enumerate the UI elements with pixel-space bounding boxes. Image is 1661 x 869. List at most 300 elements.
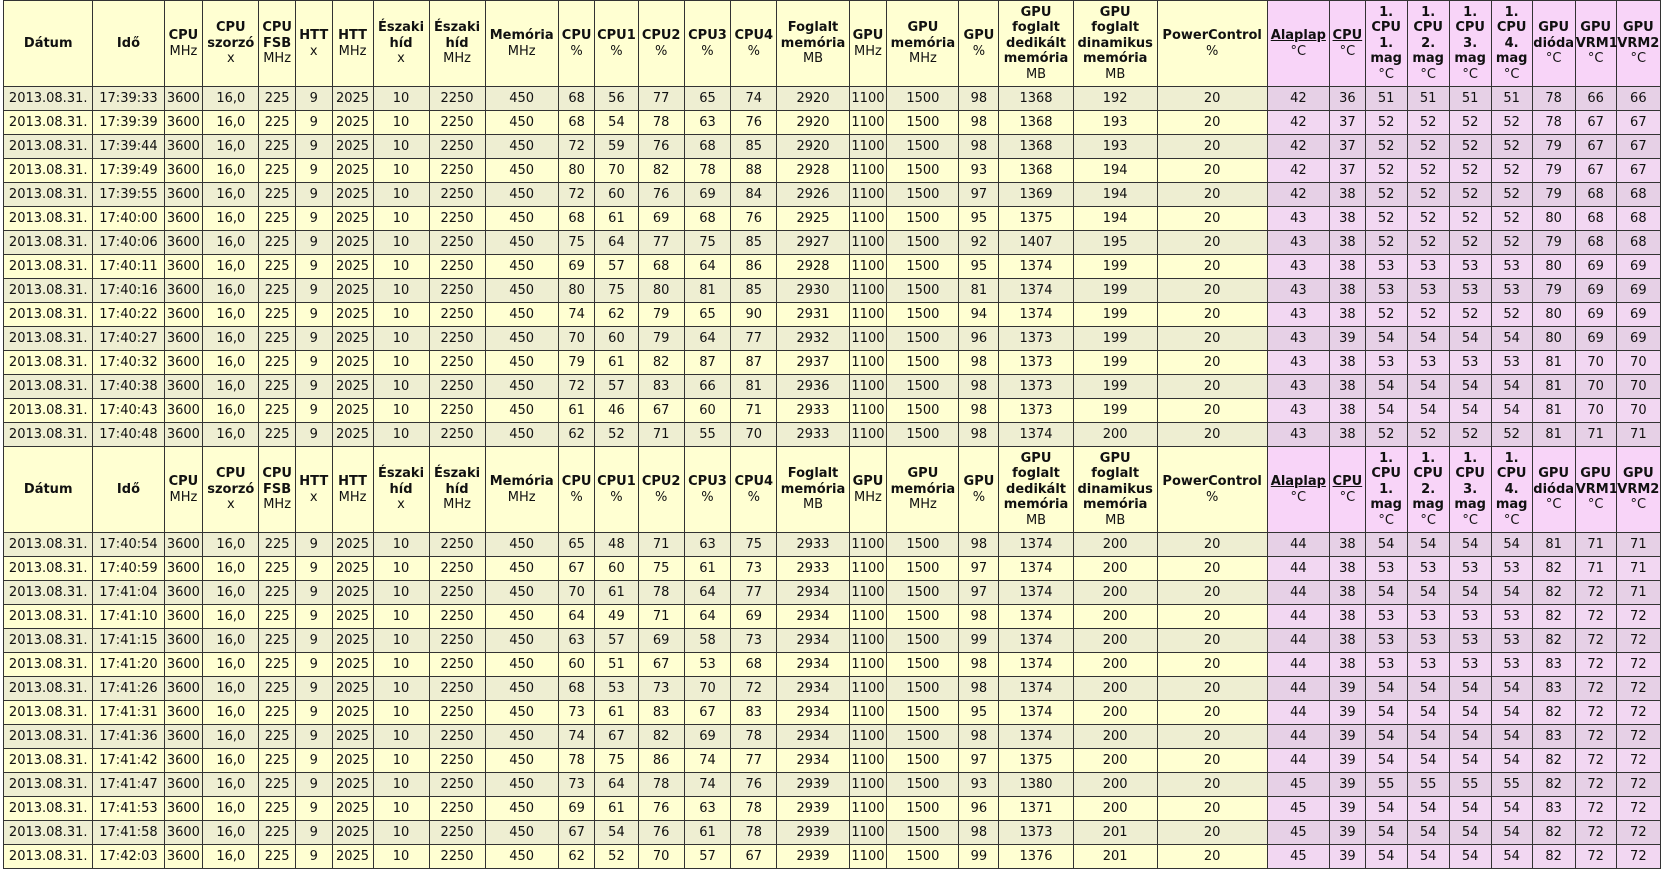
table-cell: 10 [373, 351, 429, 375]
table-cell: 72 [1616, 677, 1660, 701]
column-header-label: CPU FSB [262, 466, 292, 497]
column-header-label: GPU VRM1 [1575, 20, 1618, 51]
table-cell: 194 [1073, 207, 1157, 231]
table-cell: 53 [1491, 605, 1532, 629]
table-cell: 1100 [849, 533, 887, 557]
table-cell: 87 [684, 351, 730, 375]
table-cell: 53 [1449, 653, 1491, 677]
table-cell: 67 [1575, 135, 1616, 159]
column-header-label: 1. CPU 4. mag [1495, 4, 1528, 67]
table-cell: 74 [684, 749, 730, 773]
column-header-unit: °C [1378, 66, 1394, 82]
table-cell: 59 [595, 135, 638, 159]
table-cell: 98 [959, 423, 999, 447]
table-cell: 2013.08.31. [4, 653, 93, 677]
column-header-label: Foglalt memória [780, 20, 846, 51]
table-cell: 3600 [164, 135, 203, 159]
table-cell: 16,0 [203, 533, 259, 557]
table-cell: 450 [485, 845, 558, 869]
table-cell: 82 [1532, 557, 1575, 581]
table-row [4, 677, 1661, 701]
table-cell: 52 [595, 423, 638, 447]
table-cell: 69 [684, 725, 730, 749]
table-cell: 60 [558, 653, 595, 677]
table-cell: 1500 [887, 701, 959, 725]
table-cell: 16,0 [203, 725, 259, 749]
table-cell: 38 [1330, 533, 1366, 557]
table-cell: 70 [558, 581, 595, 605]
column-header-label: CPU FSB [262, 20, 292, 51]
table-cell: 17:39:55 [93, 183, 164, 207]
table-cell: 10 [373, 231, 429, 255]
table-cell: 1100 [849, 797, 887, 821]
table-cell: 68 [684, 135, 730, 159]
table-cell: 54 [1365, 845, 1407, 869]
table-row [4, 399, 1661, 423]
column-header-unit: MHz [854, 489, 882, 505]
table-cell: 20 [1157, 821, 1267, 845]
column-header-label: GPU foglalt dinamikus memória [1077, 4, 1153, 67]
table-cell: 38 [1330, 351, 1366, 375]
table-cell: 51 [1407, 87, 1449, 111]
table-cell: 54 [1365, 821, 1407, 845]
table-cell: 17:41:36 [93, 725, 164, 749]
table-cell: 1100 [849, 207, 887, 231]
table-cell: 75 [595, 279, 638, 303]
table-cell: 2250 [429, 701, 485, 725]
column-header-label: CPU [561, 28, 592, 43]
table-cell: 76 [638, 797, 684, 821]
table-cell: 3600 [164, 821, 203, 845]
table-cell: 16,0 [203, 423, 259, 447]
table-cell: 78 [684, 159, 730, 183]
table-cell: 53 [1491, 557, 1532, 581]
table-cell: 16,0 [203, 135, 259, 159]
table-cell: 73 [558, 701, 595, 725]
table-cell: 2920 [777, 87, 849, 111]
table-cell: 80 [1532, 327, 1575, 351]
table-cell: 2013.08.31. [4, 183, 93, 207]
table-cell: 225 [259, 159, 296, 183]
table-cell: 78 [638, 773, 684, 797]
table-cell: 225 [259, 653, 296, 677]
table-cell: 20 [1157, 279, 1267, 303]
table-cell: 72 [1575, 797, 1616, 821]
column-header-unit: MHz [908, 497, 937, 513]
table-cell: 52 [1407, 231, 1449, 255]
table-cell: 67 [558, 821, 595, 845]
table-body [4, 1, 1661, 869]
table-cell: 54 [1365, 677, 1407, 701]
table-cell: 10 [373, 701, 429, 725]
table-cell: 2933 [777, 423, 849, 447]
table-cell: 1374 [999, 557, 1073, 581]
table-cell: 20 [1157, 845, 1267, 869]
table-cell: 43 [1267, 351, 1329, 375]
table-cell: 2025 [332, 629, 373, 653]
table-cell: 54 [595, 111, 638, 135]
column-header [373, 447, 429, 533]
table-cell: 10 [373, 111, 429, 135]
table-cell: 2250 [429, 533, 485, 557]
column-header-unit: °C [1290, 489, 1307, 505]
table-cell: 2250 [429, 749, 485, 773]
column-header [1407, 1, 1449, 87]
column-header-label: Alaplap [1270, 474, 1326, 489]
table-cell: 52 [1449, 423, 1491, 447]
table-cell: 2025 [332, 183, 373, 207]
table-cell: 2939 [777, 773, 849, 797]
table-cell: 1500 [887, 749, 959, 773]
table-cell: 98 [959, 653, 999, 677]
table-cell: 52 [1449, 159, 1491, 183]
column-header-label: CPU4 [734, 28, 774, 43]
table-cell: 1374 [999, 605, 1073, 629]
table-cell: 70 [684, 677, 730, 701]
table-cell: 2025 [332, 581, 373, 605]
table-cell: 199 [1073, 351, 1157, 375]
table-cell: 200 [1073, 605, 1157, 629]
table-cell: 85 [731, 231, 777, 255]
table-cell: 2926 [777, 183, 849, 207]
table-cell: 2250 [429, 653, 485, 677]
table-cell: 10 [373, 557, 429, 581]
table-cell: 52 [1365, 183, 1407, 207]
table-cell: 1100 [849, 821, 887, 845]
table-cell: 450 [485, 653, 558, 677]
table-cell: 98 [959, 375, 999, 399]
table-cell: 54 [1449, 581, 1491, 605]
column-header-label: GPU VRM2 [1617, 20, 1660, 51]
table-cell: 51 [1449, 87, 1491, 111]
table-cell: 1100 [849, 279, 887, 303]
column-header [295, 447, 332, 533]
table-cell: 2250 [429, 581, 485, 605]
table-cell: 10 [373, 183, 429, 207]
table-cell: 10 [373, 725, 429, 749]
column-header-label: CPU [168, 28, 199, 43]
table-cell: 1100 [849, 845, 887, 869]
table-cell: 1100 [849, 111, 887, 135]
table-cell: 38 [1330, 231, 1366, 255]
table-cell: 99 [959, 845, 999, 869]
table-cell: 10 [373, 255, 429, 279]
table-row [4, 773, 1661, 797]
column-header [887, 1, 959, 87]
table-cell: 2013.08.31. [4, 111, 93, 135]
table-cell: 2013.08.31. [4, 159, 93, 183]
table-cell: 52 [1407, 159, 1449, 183]
table-cell: 53 [1365, 351, 1407, 375]
table-cell: 82 [1532, 773, 1575, 797]
table-cell: 61 [684, 821, 730, 845]
table-cell: 38 [1330, 653, 1366, 677]
table-cell: 63 [684, 111, 730, 135]
table-cell: 10 [373, 773, 429, 797]
table-cell: 78 [731, 821, 777, 845]
table-cell: 72 [1575, 653, 1616, 677]
table-cell: 54 [1407, 749, 1449, 773]
table-cell: 2250 [429, 231, 485, 255]
column-header-label: GPU memória [890, 20, 956, 51]
table-cell: 54 [1407, 327, 1449, 351]
table-cell: 1100 [849, 581, 887, 605]
table-cell: 225 [259, 749, 296, 773]
table-cell: 2925 [777, 207, 849, 231]
table-cell: 16,0 [203, 653, 259, 677]
table-cell: 83 [731, 701, 777, 725]
table-cell: 1371 [999, 797, 1073, 821]
column-header [777, 447, 849, 533]
table-cell: 96 [959, 797, 999, 821]
table-cell: 43 [1267, 231, 1329, 255]
column-header[interactable] [1330, 1, 1366, 87]
table-cell: 450 [485, 725, 558, 749]
table-cell: 20 [1157, 653, 1267, 677]
column-header-label: Alaplap [1270, 28, 1326, 43]
table-cell: 54 [1449, 701, 1491, 725]
column-header-unit: MHz [854, 43, 882, 59]
table-cell: 2250 [429, 183, 485, 207]
table-cell: 1368 [999, 159, 1073, 183]
table-cell: 54 [1365, 399, 1407, 423]
table-cell: 1500 [887, 773, 959, 797]
table-cell: 1374 [999, 629, 1073, 653]
table-cell: 10 [373, 605, 429, 629]
table-cell: 2025 [332, 845, 373, 869]
column-header-unit: °C [1420, 512, 1436, 528]
table-cell: 2013.08.31. [4, 207, 93, 231]
table-cell: 69 [1616, 327, 1660, 351]
column-header-label: Idő [116, 481, 140, 497]
table-cell: 2013.08.31. [4, 557, 93, 581]
table-cell: 67 [595, 725, 638, 749]
table-cell: 48 [595, 533, 638, 557]
table-cell: 199 [1073, 375, 1157, 399]
table-cell: 69 [684, 183, 730, 207]
table-cell: 83 [1532, 653, 1575, 677]
table-cell: 70 [1575, 399, 1616, 423]
table-cell: 78 [1532, 111, 1575, 135]
table-cell: 95 [959, 255, 999, 279]
table-cell: 2025 [332, 701, 373, 725]
table-cell: 9 [295, 327, 332, 351]
table-cell: 78 [558, 749, 595, 773]
table-cell: 1374 [999, 581, 1073, 605]
table-cell: 43 [1267, 399, 1329, 423]
table-cell: 54 [1449, 327, 1491, 351]
table-cell: 1500 [887, 533, 959, 557]
table-cell: 81 [1532, 375, 1575, 399]
table-row [4, 581, 1661, 605]
table-cell: 16,0 [203, 399, 259, 423]
table-cell: 450 [485, 423, 558, 447]
table-cell: 69 [1616, 303, 1660, 327]
table-cell: 17:40:54 [93, 533, 164, 557]
table-cell: 38 [1330, 629, 1366, 653]
column-header-unit: MHz [507, 489, 536, 505]
table-cell: 44 [1267, 605, 1329, 629]
table-cell: 2934 [777, 605, 849, 629]
table-cell: 2250 [429, 135, 485, 159]
table-cell: 1500 [887, 557, 959, 581]
column-header[interactable] [1330, 447, 1366, 533]
table-cell: 16,0 [203, 629, 259, 653]
table-cell: 20 [1157, 231, 1267, 255]
table-cell: 75 [731, 533, 777, 557]
table-cell: 20 [1157, 797, 1267, 821]
table-cell: 1500 [887, 327, 959, 351]
table-cell: 69 [1575, 255, 1616, 279]
table-cell: 54 [1491, 821, 1532, 845]
table-cell: 1100 [849, 303, 887, 327]
table-cell: 17:41:53 [93, 797, 164, 821]
table-cell: 95 [959, 207, 999, 231]
table-cell: 16,0 [203, 701, 259, 725]
column-header-label: 1. CPU 4. mag [1495, 450, 1528, 513]
table-cell: 17:41:20 [93, 653, 164, 677]
table-cell: 70 [1616, 399, 1660, 423]
table-cell: 1373 [999, 399, 1073, 423]
column-header-label: Dátum [23, 35, 73, 51]
column-header [332, 1, 373, 87]
table-cell: 2928 [777, 255, 849, 279]
sensor-log-table [3, 0, 1661, 869]
table-cell: 97 [959, 557, 999, 581]
table-cell: 1373 [999, 821, 1073, 845]
table-cell: 2025 [332, 423, 373, 447]
column-header-label: PowerControl [1162, 28, 1262, 43]
table-cell: 1500 [887, 231, 959, 255]
table-cell: 98 [959, 111, 999, 135]
table-cell: 54 [595, 821, 638, 845]
table-cell: 81 [731, 375, 777, 399]
table-cell: 52 [1449, 303, 1491, 327]
table-cell: 2931 [777, 303, 849, 327]
table-cell: 3600 [164, 231, 203, 255]
column-header[interactable] [1267, 447, 1329, 533]
table-cell: 2250 [429, 111, 485, 135]
table-cell: 2025 [332, 605, 373, 629]
table-cell: 1500 [887, 677, 959, 701]
column-header-label: Északi híd [377, 20, 425, 51]
table-cell: 44 [1267, 581, 1329, 605]
table-cell: 54 [1491, 797, 1532, 821]
table-cell: 83 [1532, 677, 1575, 701]
table-cell: 81 [1532, 399, 1575, 423]
table-cell: 76 [638, 821, 684, 845]
table-cell: 55 [1365, 773, 1407, 797]
table-cell: 1368 [999, 87, 1073, 111]
column-header [1073, 447, 1157, 533]
column-header[interactable] [1267, 1, 1329, 87]
column-header [558, 1, 595, 87]
table-cell: 52 [1407, 423, 1449, 447]
table-cell: 225 [259, 135, 296, 159]
table-cell: 9 [295, 557, 332, 581]
table-cell: 67 [558, 557, 595, 581]
table-cell: 54 [1449, 677, 1491, 701]
table-cell: 52 [1365, 111, 1407, 135]
table-cell: 57 [684, 845, 730, 869]
table-cell: 53 [1449, 351, 1491, 375]
column-header-unit: MHz [169, 489, 198, 505]
table-cell: 2939 [777, 845, 849, 869]
table-cell: 42 [1267, 135, 1329, 159]
table-cell: 16,0 [203, 207, 259, 231]
table-cell: 450 [485, 303, 558, 327]
table-row [4, 327, 1661, 351]
table-cell: 2013.08.31. [4, 351, 93, 375]
table-cell: 94 [959, 303, 999, 327]
table-cell: 43 [1267, 255, 1329, 279]
table-cell: 79 [1532, 159, 1575, 183]
table-cell: 72 [731, 677, 777, 701]
column-header [558, 447, 595, 533]
table-cell: 64 [684, 327, 730, 351]
table-cell: 53 [1449, 279, 1491, 303]
table-cell: 71 [1575, 557, 1616, 581]
column-header-label: HTT [299, 28, 329, 43]
table-cell: 2013.08.31. [4, 701, 93, 725]
column-header [295, 1, 332, 87]
table-cell: 2025 [332, 797, 373, 821]
column-header-label: 1. CPU 3. mag [1454, 450, 1486, 513]
table-cell: 225 [259, 231, 296, 255]
table-cell: 2930 [777, 279, 849, 303]
table-cell: 73 [558, 773, 595, 797]
column-header [684, 447, 730, 533]
table-cell: 200 [1073, 749, 1157, 773]
table-cell: 78 [638, 111, 684, 135]
table-cell: 450 [485, 797, 558, 821]
table-cell: 1500 [887, 725, 959, 749]
table-cell: 54 [1407, 821, 1449, 845]
table-cell: 67 [1616, 135, 1660, 159]
table-cell: 69 [1575, 303, 1616, 327]
table-cell: 2936 [777, 375, 849, 399]
table-cell: 52 [1449, 231, 1491, 255]
column-header-label: CPU4 [734, 474, 774, 489]
column-header-unit: MHz [263, 497, 292, 513]
table-cell: 45 [1267, 797, 1329, 821]
table-cell: 2939 [777, 821, 849, 845]
column-header [1491, 1, 1532, 87]
table-cell: 20 [1157, 207, 1267, 231]
table-cell: 1500 [887, 255, 959, 279]
table-cell: 70 [1616, 351, 1660, 375]
column-header [429, 1, 485, 87]
table-cell: 2250 [429, 399, 485, 423]
column-header [1616, 1, 1660, 87]
table-cell: 3600 [164, 303, 203, 327]
table-cell: 76 [731, 207, 777, 231]
table-cell: 54 [1365, 327, 1407, 351]
table-cell: 68 [1616, 207, 1660, 231]
table-cell: 52 [1365, 303, 1407, 327]
column-header [259, 447, 296, 533]
table-cell: 199 [1073, 399, 1157, 423]
column-header-unit: °C [1630, 497, 1647, 513]
table-cell: 82 [1532, 629, 1575, 653]
table-cell: 45 [1267, 845, 1329, 869]
column-header-label: GPU foglalt dedikált memória [1003, 450, 1069, 513]
table-cell: 39 [1330, 725, 1366, 749]
table-cell: 61 [684, 557, 730, 581]
column-header-unit: MHz [338, 489, 367, 505]
table-cell: 450 [485, 677, 558, 701]
table-cell: 17:41:10 [93, 605, 164, 629]
